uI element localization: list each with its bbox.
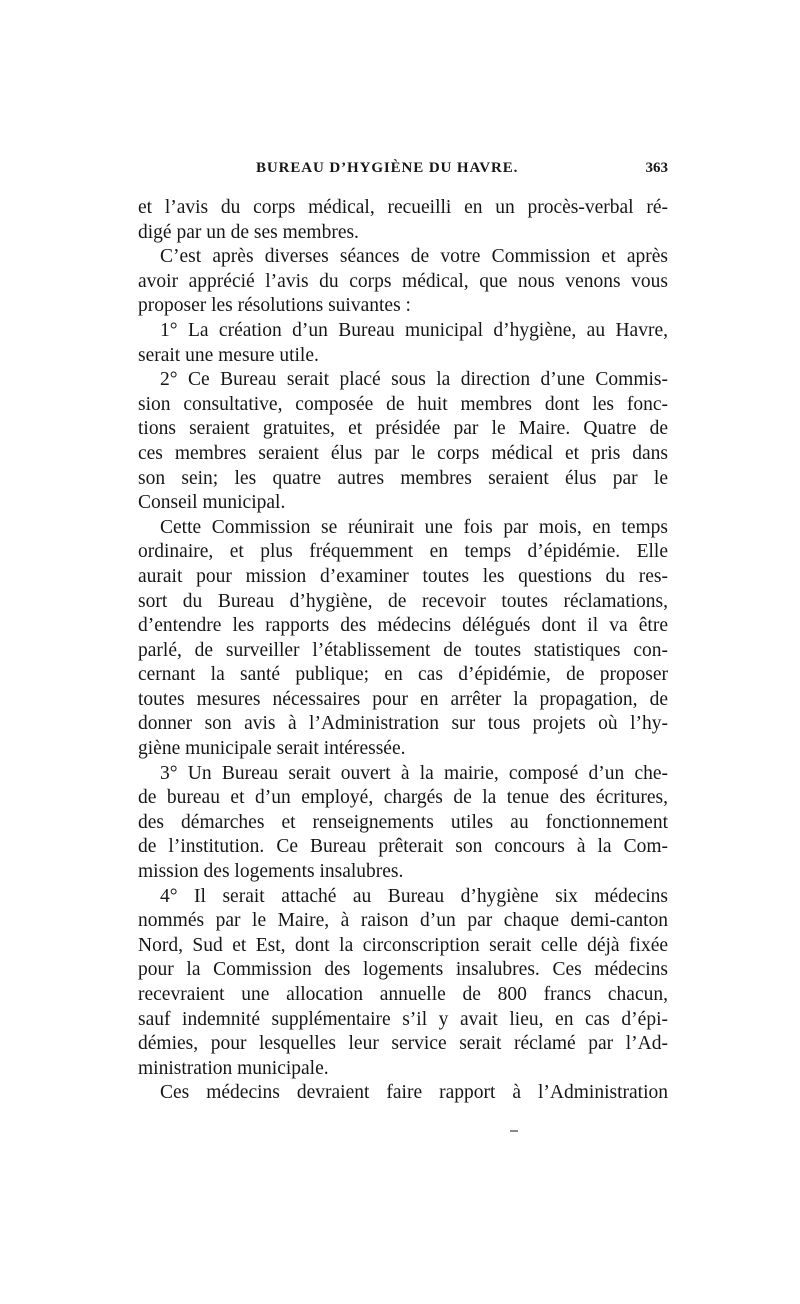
text-line: recevraient une allocation annuelle de 800 francs chacun, [138, 984, 668, 1005]
body-text [138, 196, 668, 1106]
paragraph-start-line: Cette Commission se réunirait une fois par mois, en temps [160, 516, 668, 538]
text-line: sort du Bureau d’hygiène, de recevoir toutes réclamations, [138, 590, 668, 612]
paragraph-start-line: Ces médecins devraient faire rapport à l’Administration [160, 1082, 668, 1104]
paragraph-start-line: 1° La création d’un Bureau municipal d’hygiène, au Havre, [160, 319, 668, 341]
text-line: ministration municipale. [138, 1057, 329, 1079]
text-line: sauf indemnité supplémentaire s’il y avait lieu, en cas d’épi- [138, 1008, 668, 1030]
text-line: ces membres seraient élus par le corps médical et pris dans [138, 442, 668, 464]
ink-mark [510, 1130, 518, 1132]
text-line: toutes mesures nécessaires pour en arrêter la propagation, de [138, 688, 668, 710]
text-line: démies, pour lesquelles leur service serait réclamé par l’Ad- [138, 1033, 668, 1055]
text-line: cernant la santé publique; en cas d’épidémie, de proposer [138, 664, 668, 686]
text-line: son sein; les quatre autres membres seraient élus par le [138, 467, 668, 489]
text-line: Conseil municipal. [138, 492, 286, 514]
text-line: avoir apprécié l’avis du corps médical, que nous venons vous [138, 270, 668, 292]
text-line: giène municipale serait intéressée. [138, 738, 406, 760]
text-line: parlé, de surveiller l’établissement de toutes statistiques con- [138, 639, 668, 661]
running-title: BUREAU D’HYGIÈNE DU HAVRE. [256, 160, 519, 176]
text-line: tions seraient gratuites, et présidée par le Maire. Quatre de [138, 418, 668, 440]
text-line: de l’institution. Ce Bureau prêterait son concours à la Com- [138, 836, 668, 858]
text-line: ordinaire, et plus fréquemment en temps d’épidémie. Elle [138, 541, 668, 563]
text-line: sion consultative, composée de huit membres dont les fonc- [138, 393, 668, 415]
page-number: 363 [645, 160, 668, 176]
text-line: et l’avis du corps médical, recueilli en un procès-verbal ré- [138, 197, 668, 218]
text-line: nommés par le Maire, à raison d’un par chaque demi-canton [138, 910, 668, 932]
text-line: serait une mesure utile. [138, 344, 319, 366]
text-line: d’entendre les rapports des médecins délégués dont il va être [138, 615, 668, 637]
paragraph-start-line: 2° Ce Bureau serait placé sous la direction d’une Commis- [160, 369, 668, 391]
text-line: pour la Commission des logements insalubres. Ces médecins [138, 959, 668, 981]
text-line: proposer les résolutions suivantes : [138, 295, 411, 317]
text-line: Nord, Sud et Est, dont la circonscription serait celle déjà fixée [138, 934, 668, 956]
text-line: de bureau et d’un employé, chargés de la tenue des écritures, [138, 787, 668, 809]
text-line: donner son avis à l’Administration sur tous projets où l’hy- [138, 713, 668, 735]
text-line: des démarches et renseignements utiles au fonctionnement [138, 811, 668, 833]
running-head [138, 160, 668, 186]
paragraph-start-line: 3° Un Bureau serait ouvert à la mairie, composé d’un che- [160, 762, 668, 784]
text-line: aurait pour mission d’examiner toutes les questions du res- [138, 565, 668, 587]
text-line: digé par un de ses membres. [138, 221, 359, 243]
paragraph-start-line: 4° Il serait attaché au Bureau d’hygiène six médecins [160, 885, 668, 907]
text-line: mission des logements insalubres. [138, 861, 404, 883]
paragraph-start-line: C’est après diverses séances de votre Commission et après [160, 246, 668, 268]
